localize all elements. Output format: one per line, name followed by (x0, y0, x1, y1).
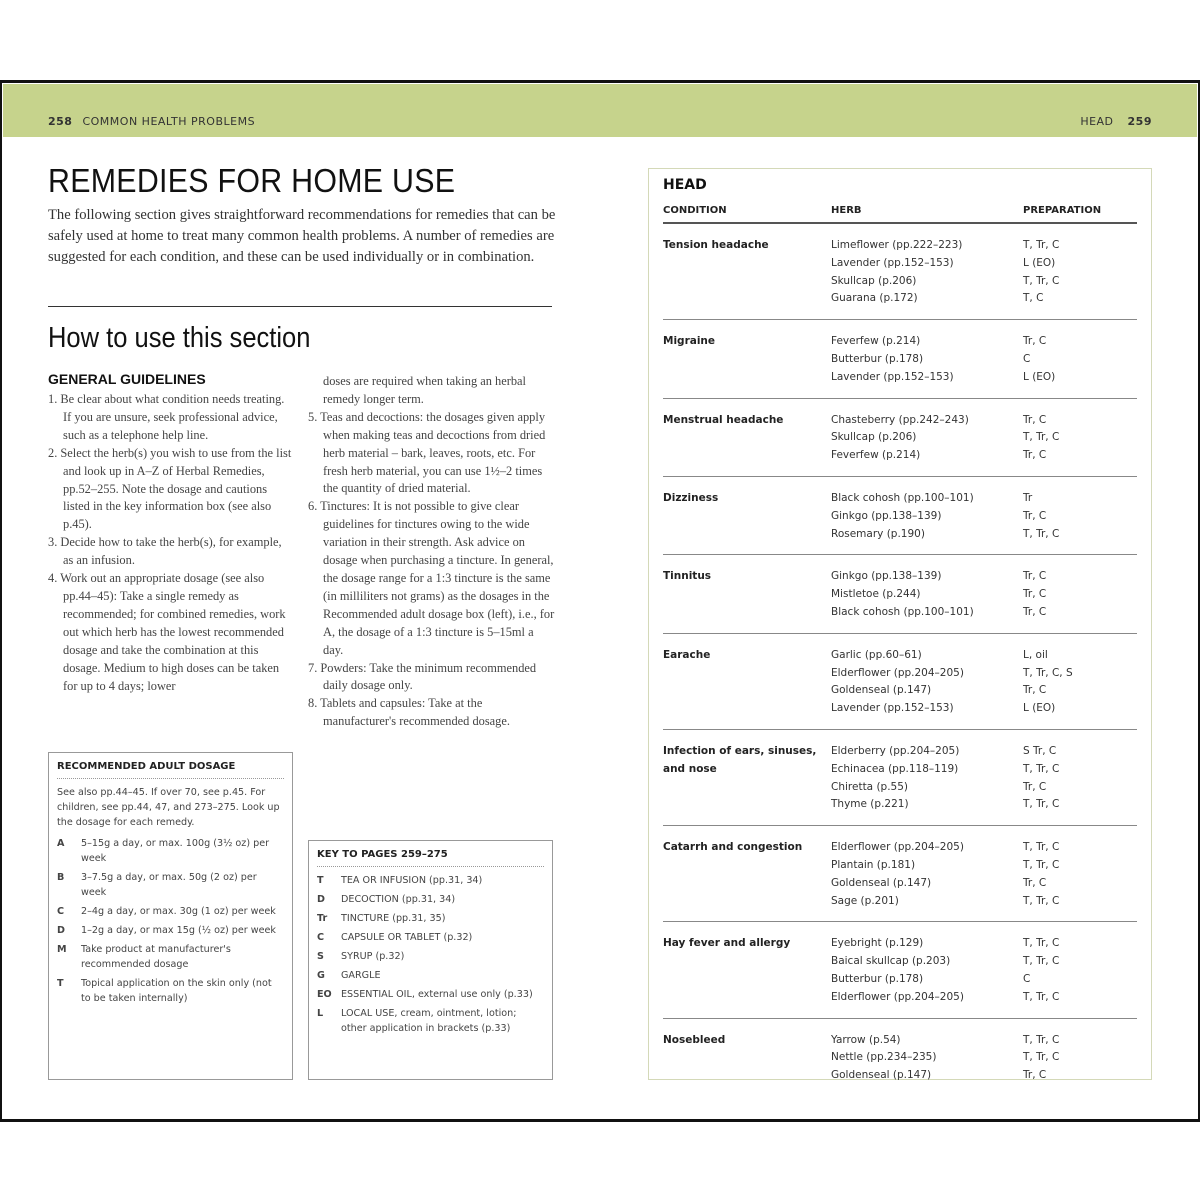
guidelines-column-1 (48, 391, 293, 695)
preparation-entry: C (1023, 352, 1031, 365)
chapter-title: HEAD (1080, 115, 1114, 128)
preparation-entry: C (1023, 972, 1031, 985)
legend-value: ESSENTIAL OIL, external use only (p.33) (341, 989, 533, 1000)
herb-entry: Lavender (pp.152–153) (831, 370, 954, 383)
herb-entry: Plantain (p.181) (831, 858, 916, 871)
herb-entry: Lavender (pp.152–153) (831, 256, 954, 269)
preparation-entry: Tr, C (1023, 1069, 1047, 1082)
guideline-item: 8. Tablets and capsules: Take at the manufacturer's recommended dosage. (308, 696, 510, 729)
legend-key: T (317, 875, 324, 886)
preparation-entry: T, Tr, C, S (1023, 666, 1073, 679)
legend-value: TEA OR INFUSION (pp.31, 34) (341, 875, 483, 886)
legend-key: M (57, 944, 67, 955)
herb-entry: Mistletoe (p.244) (831, 588, 921, 601)
head-remedies-table (648, 168, 1152, 1080)
legend-row (57, 870, 284, 900)
legend-key: D (317, 894, 325, 905)
preparation-entry: L (EO) (1023, 702, 1056, 715)
herb-entry: Black cohosh (pp.100–101) (831, 605, 974, 618)
preparation-cell (1023, 333, 1137, 386)
guideline-item: doses are required when taking an herbal remedy longer term. (323, 374, 526, 406)
guideline-item: 7. Powders: Take the minimum recommended daily dosage only. (308, 660, 537, 693)
preparation-entry: T, Tr, C (1023, 798, 1060, 811)
legend-key: L (317, 1008, 324, 1019)
herb-entry: Elderflower (pp.204–205) (831, 841, 964, 854)
legend-value: 5–15g a day, or max. 100g (3½ oz) per week (81, 838, 270, 864)
legend-row (317, 1006, 544, 1036)
legend-row (57, 976, 284, 1006)
table-header (663, 205, 1137, 224)
legend-row (317, 987, 544, 1002)
preparation-cell (1023, 839, 1137, 910)
legend-value: 2–4g a day, or max. 30g (1 oz) per week (81, 906, 276, 917)
table-row (663, 224, 1137, 320)
legend-value: Take product at manufacturer's recommended dosage (81, 944, 231, 970)
preparation-entry: Tr, C (1023, 413, 1047, 426)
preparation-entry: L (EO) (1023, 256, 1056, 269)
herb-entry: Butterbur (p.178) (831, 352, 924, 365)
preparation-cell (1023, 237, 1137, 308)
preparation-cell (1023, 935, 1137, 1006)
page-number-right: 259 (1127, 115, 1152, 128)
key-box (308, 840, 553, 1080)
preparation-entry: T, Tr, C (1023, 894, 1060, 907)
herb-entry: Feverfew (p.214) (831, 449, 921, 462)
herb-entry: Baical skullcap (p.203) (831, 955, 951, 968)
preparation-entry: T, Tr, C (1023, 858, 1060, 871)
preparation-entry: T, Tr, C (1023, 841, 1060, 854)
preparation-entry: T, Tr, C (1023, 1051, 1060, 1064)
preparation-entry: T, Tr, C (1023, 937, 1060, 950)
preparation-entry: Tr, C (1023, 335, 1047, 348)
guideline-item: 1. Be clear about what condition needs treating. If you are unsure, seek professional advice, such as a telephone help line. (48, 392, 285, 442)
preparation-entry: Tr, C (1023, 570, 1047, 583)
table-row (663, 555, 1137, 633)
page-title: REMEDIES FOR HOME USE (48, 162, 456, 199)
header-preparation: PREPARATION (1023, 205, 1102, 216)
herb-entry: Chasteberry (pp.242–243) (831, 413, 969, 426)
herb-cell (831, 568, 1023, 621)
condition-cell: Catarrh and congestion (663, 841, 803, 854)
herb-entry: Elderflower (pp.204–205) (831, 666, 964, 679)
table-row (663, 1019, 1137, 1096)
condition-cell: Migraine (663, 335, 716, 348)
legend-key: A (57, 838, 65, 849)
condition-cell: Earache (663, 648, 711, 661)
condition-cell: Nosebleed (663, 1033, 726, 1046)
table-row (663, 922, 1137, 1018)
dosage-box (48, 752, 293, 1080)
legend-value: 3–7.5g a day, or max. 50g (2 oz) per week (81, 872, 257, 898)
dosage-box-title: RECOMMENDED ADULT DOSAGE (57, 761, 284, 779)
table-row (663, 730, 1137, 826)
legend-key: G (317, 970, 325, 981)
legend-row (57, 904, 284, 919)
herb-entry: Elderberry (pp.204–205) (831, 744, 960, 757)
legend-value: DECOCTION (pp.31, 34) (341, 894, 456, 905)
legend-row (57, 836, 284, 866)
intro-text: The following section gives straightforward recommendations for remedies that can be safely used at home to treat many common health problems. A number of remedies are suggested for each condition, and these can be used individually or in combination. (48, 207, 556, 265)
right-running-head (1080, 115, 1152, 128)
preparation-entry: L, oil (1023, 648, 1048, 661)
preparation-entry: T, Tr, C (1023, 762, 1060, 775)
preparation-entry: Tr, C (1023, 509, 1047, 522)
legend-row (317, 949, 544, 964)
legend-key: EO (317, 989, 332, 1000)
condition-cell: Menstrual headache (663, 413, 784, 426)
herb-entry: Elderflower (pp.204–205) (831, 990, 964, 1003)
preparation-entry: Tr, C (1023, 588, 1047, 601)
herb-entry: Ginkgo (pp.138–139) (831, 570, 942, 583)
herb-entry: Goldenseal (p.147) (831, 876, 932, 889)
preparation-entry: T, Tr, C (1023, 527, 1060, 540)
condition-cell: Infection of ears, sinuses, and nose (663, 744, 817, 775)
preparation-cell (1023, 490, 1137, 543)
legend-value: Topical application on the skin only (not to be taken internally) (81, 978, 272, 1004)
preparation-entry: L (EO) (1023, 370, 1056, 383)
preparation-entry: S Tr, C (1023, 744, 1057, 757)
condition-cell: Hay fever and allergy (663, 937, 791, 950)
legend-key: B (57, 872, 65, 883)
table-row (663, 399, 1137, 477)
herb-entry: Eyebright (p.129) (831, 937, 924, 950)
herb-entry: Skullcap (p.206) (831, 274, 917, 287)
legend-row (317, 968, 544, 983)
guideline-item: 3. Decide how to take the herb(s), for example, as an infusion. (48, 535, 282, 568)
herb-entry: Skullcap (p.206) (831, 431, 917, 444)
guideline-item: 2. Select the herb(s) you wish to use from the list and look up in A–Z of Herbal Remedies, pp.52–255. Note the dosage and cautions listed in the key information box (see also p.45). (48, 445, 292, 532)
herb-cell (831, 839, 1023, 910)
herb-entry: Garlic (pp.60–61) (831, 648, 922, 661)
guidelines-column-2 (308, 373, 556, 731)
herb-cell (831, 237, 1023, 308)
legend-key: Tr (317, 913, 328, 924)
herb-entry: Thyme (p.221) (831, 798, 909, 811)
legend-value: CAPSULE OR TABLET (p.32) (341, 932, 473, 943)
herb-cell (831, 333, 1023, 386)
preparation-entry: Tr, C (1023, 605, 1047, 618)
table-row (663, 826, 1137, 922)
herb-cell (831, 743, 1023, 814)
legend-key: S (317, 951, 324, 962)
legend-row (57, 923, 284, 938)
guidelines-heading: GENERAL GUIDELINES (48, 371, 206, 387)
table-row (663, 477, 1137, 555)
legend-row (317, 930, 544, 945)
legend-value: SYRUP (p.32) (341, 951, 405, 962)
dosage-note: See also pp.44–45. If over 70, see p.45. For children, see pp.44, 47, and 273–275. Look up the dosage for each remedy. (57, 787, 280, 828)
guideline-item: 6. Tinctures: It is not possible to give clear guidelines for tinctures owing to the wide variation in their strength. Ask advice on dosage when purchasing a tincture. In general, the dosage range for a 1:3 tincture is the same (in milliliters not grams) as the dosages in the Recommended adult dosage box (left), i.e., for A, the dosage of a 1:3 tincture is 5–15ml a day. (308, 499, 555, 657)
legend-value: LOCAL USE, cream, ointment, lotion; other application in brackets (p.33) (341, 1008, 517, 1034)
legend-value: 1–2g a day, or max 15g (½ oz) per week (81, 925, 276, 936)
preparation-cell (1023, 568, 1137, 621)
page-number-left: 258 (48, 115, 73, 128)
herb-entry: Limeflower (pp.222–223) (831, 239, 963, 251)
herb-entry: Rosemary (p.190) (831, 527, 925, 540)
herb-entry: Lavender (pp.152–153) (831, 702, 954, 715)
herb-entry: Ginkgo (pp.138–139) (831, 509, 942, 522)
herb-entry: Chiretta (p.55) (831, 780, 909, 793)
guideline-item: 5. Teas and decoctions: the dosages given apply when making teas and decoctions from dried herb material – bark, leaves, roots, etc. For fresh herb material, you can use 1½–2 times the quantity of dried material. (308, 409, 546, 496)
legend-key: T (57, 978, 64, 989)
preparation-entry: T, Tr, C (1023, 990, 1060, 1003)
herb-entry: Butterbur (p.178) (831, 972, 924, 985)
table-title: HEAD (663, 177, 707, 193)
herb-entry: Yarrow (p.54) (831, 1033, 901, 1046)
preparation-entry: Tr (1023, 491, 1033, 504)
guideline-item: 4. Work out an appropriate dosage (see also pp.44–45): Take a single remedy as recommended; for combined remedies, work out which herb has the lowest recommended dosage and take the combination at this dosage. Medium to high doses can be taken for up to 4 days; lower (48, 571, 286, 693)
herb-cell (831, 1032, 1023, 1085)
legend-value: GARGLE (341, 970, 381, 981)
legend-row (317, 892, 544, 907)
condition-cell: Dizziness (663, 491, 719, 504)
condition-cell: Tinnitus (663, 570, 712, 583)
herb-entry: Guarana (p.172) (831, 292, 918, 305)
legend-key: C (57, 906, 65, 917)
herb-cell (831, 490, 1023, 543)
preparation-cell (1023, 412, 1137, 465)
preparation-cell (1023, 1032, 1137, 1085)
key-box-title: KEY TO PAGES 259–275 (317, 849, 544, 867)
left-running-head (48, 115, 255, 128)
herb-entry: Black cohosh (pp.100–101) (831, 491, 974, 504)
divider (48, 306, 552, 307)
preparation-entry: T, Tr, C (1023, 239, 1060, 251)
legend-row (317, 873, 544, 888)
preparation-entry: T, Tr, C (1023, 431, 1060, 444)
header-band (3, 84, 1197, 137)
herb-cell (831, 647, 1023, 718)
herb-entry: Feverfew (p.214) (831, 335, 921, 348)
preparation-entry: T, C (1023, 292, 1044, 305)
legend-value: TINCTURE (pp.31, 35) (341, 913, 446, 924)
preparation-entry: T, Tr, C (1023, 955, 1060, 968)
preparation-entry: Tr, C (1023, 780, 1047, 793)
herb-entry: Nettle (pp.234–235) (831, 1051, 937, 1064)
preparation-entry: Tr, C (1023, 449, 1047, 462)
table-row (663, 320, 1137, 398)
legend-row (317, 911, 544, 926)
herb-entry: Goldenseal (p.147) (831, 1069, 932, 1082)
legend-key: D (57, 925, 65, 936)
header-herb: HERB (831, 205, 862, 216)
herb-entry: Goldenseal (p.147) (831, 684, 932, 697)
legend-row (57, 942, 284, 972)
preparation-cell (1023, 743, 1137, 814)
table-row (663, 634, 1137, 730)
preparation-entry: T, Tr, C (1023, 274, 1060, 287)
section-title: COMMON HEALTH PROBLEMS (82, 115, 256, 128)
herb-entry: Echinacea (pp.118–119) (831, 762, 959, 775)
condition-cell: Tension headache (663, 239, 769, 251)
herb-cell (831, 935, 1023, 1006)
preparation-entry: Tr, C (1023, 684, 1047, 697)
section-subtitle: How to use this section (48, 322, 311, 354)
legend-key: C (317, 932, 325, 943)
preparation-entry: Tr, C (1023, 876, 1047, 889)
header-condition: CONDITION (663, 205, 727, 216)
preparation-entry: T, Tr, C (1023, 1033, 1060, 1046)
herb-cell (831, 412, 1023, 465)
herb-entry: Sage (p.201) (831, 894, 899, 907)
preparation-cell (1023, 647, 1137, 718)
